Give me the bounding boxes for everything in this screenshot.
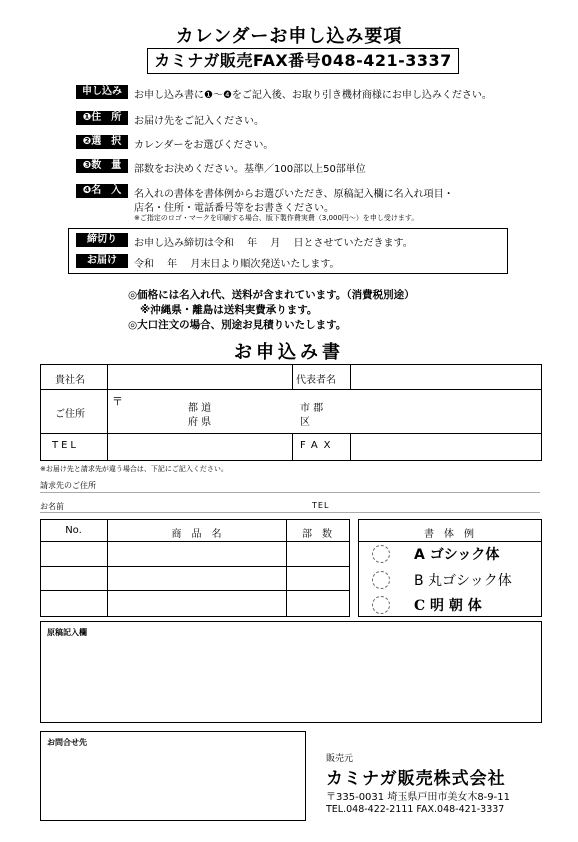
company-label: 貴社名 <box>55 375 85 386</box>
tag-name-print: ❹名 入 <box>76 184 128 198</box>
order-header-quantity: 部 数 <box>302 529 332 540</box>
representative-field[interactable] <box>353 367 538 387</box>
city-top: 市 郡 <box>300 403 324 414</box>
instruction-name-print-2: 店名・住所・電話番号等をお書きください。 <box>134 203 334 214</box>
fax-number-box: カミナガ販売FAX番号048-421-3337 <box>147 48 459 74</box>
billing-address-label: 請求先のご住所 <box>40 481 96 490</box>
fax-label: FAX <box>300 440 337 451</box>
address-field[interactable] <box>110 391 538 431</box>
tag-address: ❶住 所 <box>76 111 128 125</box>
instruction-address: お届け先をご記入ください。 <box>134 116 264 127</box>
manuscript-box[interactable] <box>40 621 542 723</box>
seller-label: 販売元 <box>326 754 354 764</box>
billing-tel-label: TEL <box>312 501 330 510</box>
seller-address: 〒335-0031 埼玉県戸田市美女木8-9-11 <box>326 792 510 803</box>
font-c-label: C 明 朝 体 <box>414 598 482 614</box>
font-b-label: B 丸ゴシック体 <box>414 573 512 589</box>
fax-field[interactable] <box>353 436 538 457</box>
instruction-select: カレンダーをお選びください。 <box>134 140 274 151</box>
instruction-apply: お申し込み書に❶〜❹をご記入後、お取り引き機材商様にお申し込みください。 <box>134 90 492 101</box>
order-header-no: No. <box>65 525 82 536</box>
tel-field[interactable] <box>110 436 290 457</box>
order-header-product: 商 品 名 <box>171 529 222 540</box>
city-bottom: 区 <box>300 417 310 428</box>
tag-apply: 申し込み <box>76 85 128 99</box>
logo-note: ※ご指定のロゴ・マークを印刷する場合、版下製作費実費（3,000円〜）を申し受けます。 <box>134 214 419 222</box>
font-sample-header: 書 体 例 <box>424 529 474 540</box>
deadline-text: お申し込み締切は令和 年 月 日とさせていただきます。 <box>134 238 413 249</box>
billing-note: ※お届け先と請求先が違う場合は、下記にご記入ください。 <box>40 465 228 473</box>
delivery-text: 令和 年 月末日より順次発送いたします。 <box>134 259 340 270</box>
order-row[interactable] <box>41 567 347 589</box>
inquiry-label: お問合せ先 <box>47 738 87 747</box>
order-row[interactable] <box>41 542 347 565</box>
tag-deadline: 締切り <box>76 233 128 247</box>
representative-label: 代表者名 <box>296 375 336 386</box>
postal-mark: 〒 <box>112 395 123 408</box>
font-a-checkbox[interactable] <box>372 545 390 563</box>
prefecture-bottom: 府 県 <box>188 417 212 428</box>
tag-select: ❷選 択 <box>76 135 128 149</box>
font-c-checkbox[interactable] <box>372 596 390 614</box>
note-okinawa: ※沖縄県・離島は送料実費承ります。 <box>140 304 318 316</box>
billing-name-label: お名前 <box>40 502 64 511</box>
font-b-checkbox[interactable] <box>372 571 390 589</box>
tel-label: TEL <box>52 440 79 451</box>
order-row[interactable] <box>41 591 347 614</box>
note-bulk: ◎大口注文の場合、別途お見積りいたします。 <box>128 319 347 331</box>
tag-delivery: お届け <box>76 254 128 268</box>
font-a-label: A ゴシック体 <box>414 547 500 563</box>
instruction-name-print: 名入れの書体を書体例からお選びいただき、原稿記入欄に名入れ項目・ <box>134 189 454 200</box>
manuscript-label: 原稿記入欄 <box>47 628 87 637</box>
note-price: ◎価格には名入れ代、送料が含まれています。（消費税別途） <box>128 289 415 301</box>
prefecture-top: 都 道 <box>188 403 212 414</box>
tag-quantity: ❸数 量 <box>76 159 128 173</box>
address-label: ご住所 <box>55 409 85 420</box>
seller-contact: TEL.048-422-2111 FAX.048-421-3337 <box>326 804 505 815</box>
page-title: カレンダーお申し込み要項 <box>175 26 403 47</box>
seller-company: カミナガ販売株式会社 <box>326 769 506 789</box>
form-title: お申込み書 <box>234 342 344 363</box>
company-field[interactable] <box>110 367 290 387</box>
instruction-quantity: 部数をお決めください。基準／100部以上50部単位 <box>134 164 366 175</box>
